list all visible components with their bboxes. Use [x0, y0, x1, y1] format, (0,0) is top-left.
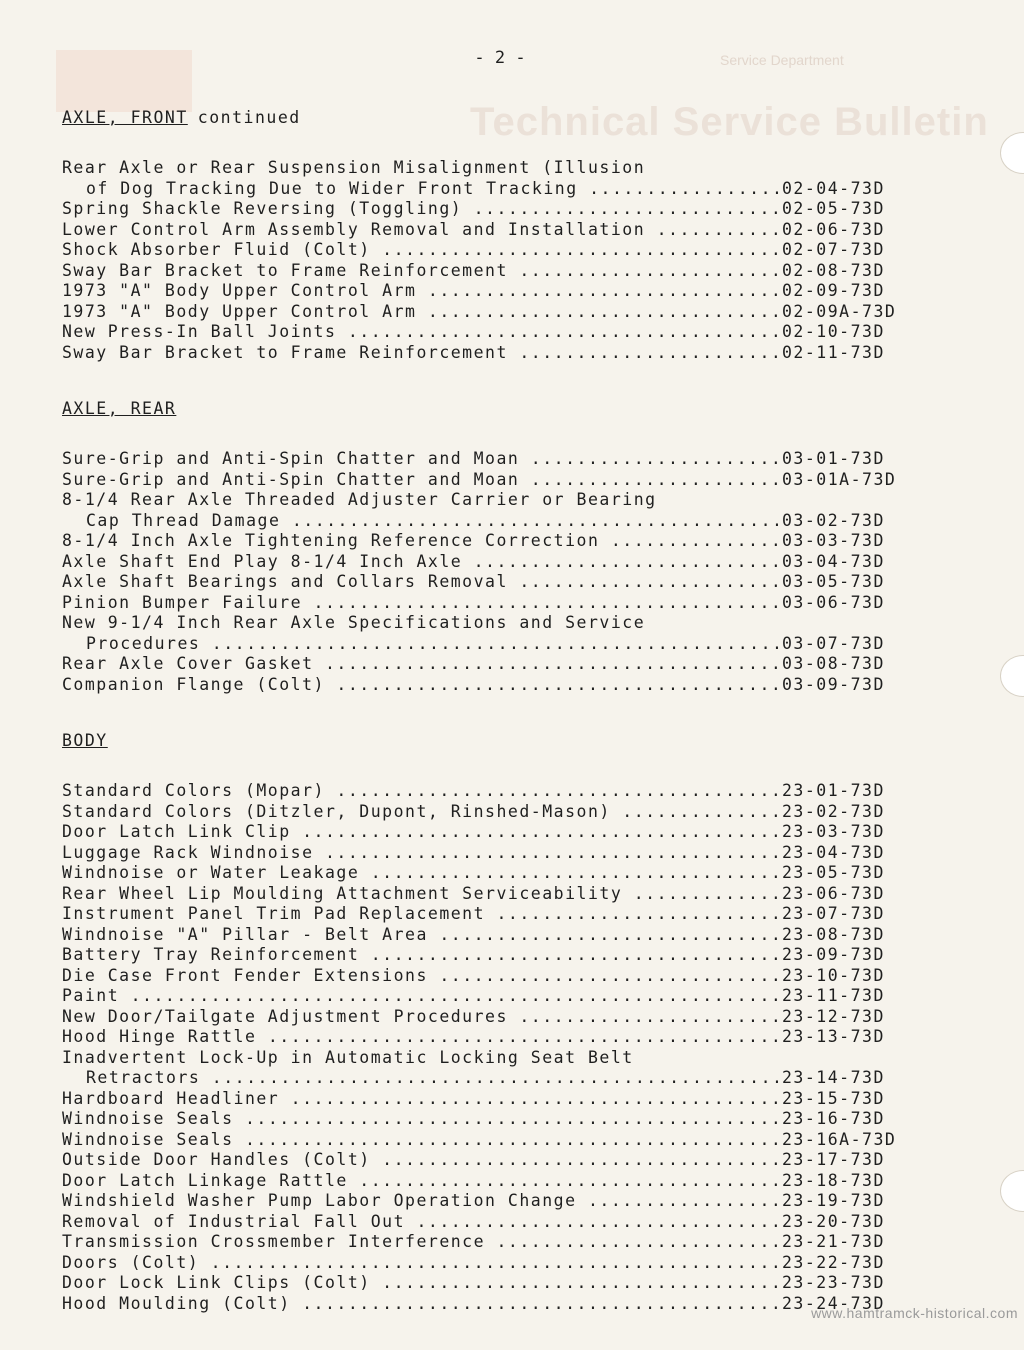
index-entry	[62, 1191, 912, 1212]
bulletin-number: 03-03-73D	[782, 531, 885, 550]
entry-description: New 9-1/4 Inch Rear Axle Specifications and Service	[62, 613, 646, 632]
bulletin-number: 23-16A-73D	[782, 1129, 897, 1149]
entry-description: Outside Door Handles (Colt) .....	[62, 1150, 782, 1171]
index-entry	[62, 1007, 912, 1028]
bulletin-index	[62, 108, 912, 1350]
bulletin-number: 02-08-73D	[782, 260, 885, 280]
entry-description: Sway Bar Bracket to Frame Reinforcement .....	[62, 343, 782, 364]
index-entry	[62, 1294, 912, 1315]
entry-description: Windnoise Seals .....	[62, 1130, 782, 1151]
bulletin-number: 23-01-73D	[782, 781, 885, 800]
section-title-suffix: continued	[197, 108, 301, 127]
section-title	[62, 399, 912, 419]
index-entry	[62, 884, 912, 905]
bulletin-number: 02-04-73D	[782, 178, 885, 198]
bulletin-number: 23-09-73D	[782, 945, 885, 964]
entry-description: Axle Shaft End Play 8-1/4 Inch Axle .....	[62, 552, 782, 573]
bulletin-number: 03-08-73D	[782, 654, 885, 673]
index-entry	[62, 613, 912, 634]
entry-description: Transmission Crossmember Interference .....	[62, 1232, 782, 1253]
bulletin-number: 03-09-73D	[782, 674, 885, 694]
bulletin-number: 23-03-73D	[782, 822, 885, 841]
entry-description: Battery Tray Reinforcement .....	[62, 945, 782, 966]
index-entry	[62, 966, 912, 987]
index-entry	[62, 1048, 912, 1069]
bulletin-number: 23-17-73D	[782, 1150, 885, 1169]
entry-description: Door Lock Link Clips (Colt) .....	[62, 1273, 782, 1294]
index-entry	[62, 822, 912, 843]
index-entry	[62, 1089, 912, 1110]
bulletin-number: 02-09-73D	[782, 281, 885, 300]
index-entry	[62, 572, 912, 593]
index-entry	[62, 302, 912, 323]
entry-description: 8-1/4 Rear Axle Threaded Adjuster Carrier or Bearing	[62, 490, 657, 509]
index-entry	[62, 925, 912, 946]
index-entry	[62, 552, 912, 573]
entry-description: Companion Flange (Colt) .....	[62, 675, 782, 696]
entry-description: Standard Colors (Mopar) .....	[62, 781, 782, 802]
entry-description: Sure-Grip and Anti-Spin Chatter and Moan .....	[62, 449, 782, 470]
entry-description: Inadvertent Lock-Up in Automatic Locking Seat Belt	[62, 1047, 634, 1067]
bulletin-number	[782, 490, 912, 511]
index-entry	[62, 240, 912, 261]
entry-description: Windnoise Seals .....	[62, 1109, 782, 1130]
index-entry	[62, 904, 912, 925]
section-title	[62, 731, 912, 751]
entry-description: Axle Shaft Bearings and Collars Removal .....	[62, 572, 782, 593]
bulletin-number: 23-19-73D	[782, 1191, 885, 1210]
index-entry	[62, 343, 912, 364]
index-entry	[62, 179, 912, 200]
index-entry	[62, 1273, 912, 1294]
section-title-text: BODY	[62, 731, 108, 750]
index-entry	[62, 220, 912, 241]
entry-description: Rear Wheel Lip Moulding Attachment Serviceability .....	[62, 884, 782, 905]
entry-description: Rear Axle Cover Gasket .....	[62, 654, 782, 675]
entry-description: Pinion Bumper Failure .....	[62, 593, 782, 614]
entry-description: Windnoise "A" Pillar - Belt Area .....	[62, 925, 782, 946]
bulletin-number: 23-02-73D	[782, 801, 885, 821]
bulletin-number: 03-01A-73D	[782, 469, 897, 489]
entry-description: Hood Moulding (Colt) .....	[62, 1294, 782, 1315]
bleedthrough-title: Technical Service Bulletin	[470, 100, 989, 144]
bulletin-number: 23-18-73D	[782, 1170, 885, 1190]
bulletin-number: 23-22-73D	[782, 1252, 885, 1272]
entry-description: Windnoise or Water Leakage .....	[62, 863, 782, 884]
entry-description: 1973 "A" Body Upper Control Arm .....	[62, 302, 782, 323]
bulletin-number: 23-21-73D	[782, 1232, 885, 1251]
index-entry	[62, 863, 912, 884]
entry-description: New Press-In Ball Joints .....	[62, 322, 782, 343]
index-entry	[62, 449, 912, 470]
entry-description: Luggage Rack Windnoise .....	[62, 843, 782, 864]
bulletin-number: 23-24-73D	[782, 1293, 885, 1313]
entry-description: 1973 "A" Body Upper Control Arm .....	[62, 281, 782, 302]
entry-description: Instrument Panel Trim Pad Replacement .....	[62, 904, 782, 925]
bulletin-number: 23-16-73D	[782, 1109, 885, 1128]
site-watermark: www.hamtramck-historical.com	[811, 1305, 1018, 1321]
index-entry	[62, 593, 912, 614]
index-entry	[62, 1212, 912, 1233]
index-entry	[62, 261, 912, 282]
entry-description: 8-1/4 Inch Axle Tightening Reference Correction .....	[62, 531, 782, 552]
entry-description: Shock Absorber Fluid (Colt) .....	[62, 240, 782, 261]
entry-description: Cap Thread Damage .....	[86, 511, 782, 532]
bulletin-number: 02-07-73D	[782, 240, 885, 259]
bulletin-number: 03-04-73D	[782, 551, 885, 571]
bulletin-number: 02-06-73D	[782, 219, 885, 239]
bulletin-number: 03-02-73D	[782, 510, 885, 530]
bulletin-number: 23-12-73D	[782, 1006, 885, 1026]
bulletin-number: 02-05-73D	[782, 199, 885, 218]
bulletin-number: 23-04-73D	[782, 842, 885, 862]
index-entry	[62, 322, 912, 343]
index-entry	[62, 781, 912, 802]
index-entry	[62, 281, 912, 302]
bulletin-number: 23-05-73D	[782, 863, 885, 882]
page-number: - 2 -	[474, 48, 526, 68]
bulletin-number	[782, 158, 912, 179]
entry-description: Retractors .....	[86, 1068, 782, 1089]
bulletin-number: 23-08-73D	[782, 924, 885, 944]
bulletin-number: 03-01-73D	[782, 449, 885, 468]
entry-description: New Door/Tailgate Adjustment Procedures .....	[62, 1007, 782, 1028]
bulletin-number: 23-10-73D	[782, 965, 885, 985]
binder-hole-bottom	[1000, 1170, 1024, 1212]
entry-description: Hardboard Headliner .....	[62, 1089, 782, 1110]
index-entry	[62, 199, 912, 220]
entry-description: Die Case Front Fender Extensions .....	[62, 966, 782, 987]
bulletin-number: 23-14-73D	[782, 1068, 885, 1087]
index-entry	[62, 1130, 912, 1151]
bulletin-number: 02-11-73D	[782, 342, 885, 362]
index-entry	[62, 1027, 912, 1048]
index-entry	[62, 1253, 912, 1274]
bulletin-number	[782, 613, 912, 634]
bulletin-number: 03-07-73D	[782, 633, 885, 653]
index-entry	[62, 986, 912, 1007]
index-entry	[62, 1109, 912, 1130]
bulletin-number: 23-23-73D	[782, 1273, 885, 1292]
index-section	[62, 108, 912, 363]
entry-description: Door Latch Linkage Rattle .....	[62, 1171, 782, 1192]
bulletin-number: 23-11-73D	[782, 986, 885, 1005]
entry-description: Hood Hinge Rattle .....	[62, 1027, 782, 1048]
entry-description: Lower Control Arm Assembly Removal and Installation .....	[62, 220, 782, 241]
entry-description: Spring Shackle Reversing (Toggling) .....	[62, 199, 782, 220]
index-entry	[62, 843, 912, 864]
index-entry	[62, 158, 912, 179]
entry-description: Removal of Industrial Fall Out .....	[62, 1212, 782, 1233]
binder-hole-middle	[1000, 655, 1024, 697]
index-entry	[62, 654, 912, 675]
bulletin-number: 23-13-73D	[782, 1027, 885, 1046]
index-entry	[62, 945, 912, 966]
entry-description: Procedures .....	[86, 634, 782, 655]
index-entry	[62, 531, 912, 552]
bleedthrough-department: Service Department	[720, 52, 844, 68]
index-entry	[62, 1150, 912, 1171]
bulletin-number: 23-15-73D	[782, 1088, 885, 1108]
entry-description: of Dog Tracking Due to Wider Front Tracking .....	[86, 179, 782, 200]
entry-description: Standard Colors (Ditzler, Dupont, Rinshed-Mason) .....	[62, 802, 782, 823]
entry-description: Doors (Colt) .....	[62, 1253, 782, 1274]
index-entry	[62, 1171, 912, 1192]
index-entry	[62, 802, 912, 823]
index-section	[62, 731, 912, 1314]
section-title-text: AXLE, FRONT	[62, 108, 188, 127]
section-title	[62, 108, 912, 128]
index-entry	[62, 511, 912, 532]
bulletin-number: 03-06-73D	[782, 592, 885, 612]
entry-description: Door Latch Link Clip .....	[62, 822, 782, 843]
bulletin-number: 02-10-73D	[782, 322, 885, 341]
entry-description: Rear Axle or Rear Suspension Misalignment (Illusion	[62, 158, 646, 177]
bulletin-number: 23-07-73D	[782, 904, 885, 923]
bulletin-number	[782, 1048, 912, 1069]
binder-hole-top	[1000, 132, 1024, 174]
entry-description: Sway Bar Bracket to Frame Reinforcement .....	[62, 261, 782, 282]
index-entry	[62, 490, 912, 511]
entry-description: Windshield Washer Pump Labor Operation Change .....	[62, 1191, 782, 1212]
index-entry	[62, 634, 912, 655]
index-entry	[62, 470, 912, 491]
section-title-text: AXLE, REAR	[62, 399, 177, 418]
index-entry	[62, 1232, 912, 1253]
index-section	[62, 399, 912, 695]
bulletin-number: 23-06-73D	[782, 883, 885, 903]
entry-description: Paint .....	[62, 986, 782, 1007]
bulletin-number: 03-05-73D	[782, 572, 885, 591]
index-entry	[62, 675, 912, 696]
bulletin-number: 02-09A-73D	[782, 301, 897, 321]
entry-description: Sure-Grip and Anti-Spin Chatter and Moan .....	[62, 470, 782, 491]
index-entry	[62, 1068, 912, 1089]
bulletin-number: 23-20-73D	[782, 1211, 885, 1231]
